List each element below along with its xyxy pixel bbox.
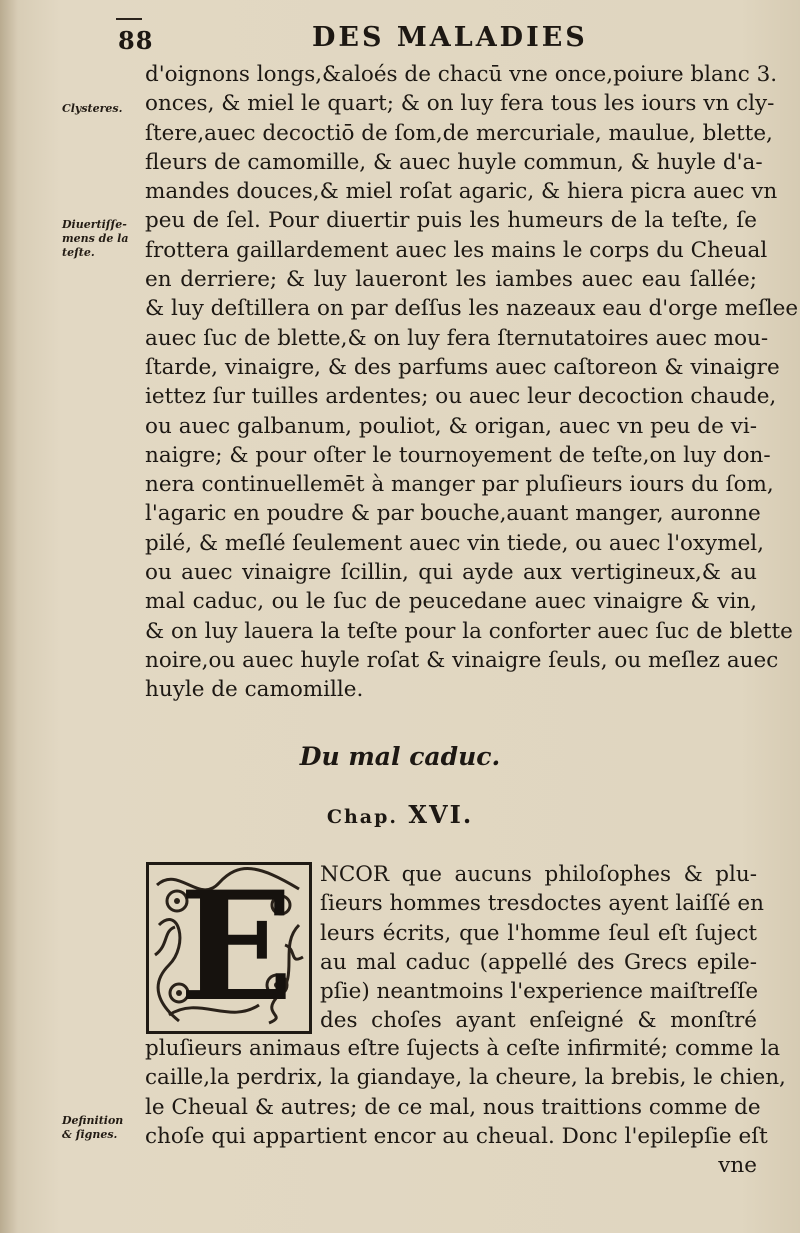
text-line: NCOR que aucuns philoſophes & plu- <box>320 862 757 887</box>
margin-note-line: Definition <box>62 1114 124 1127</box>
text-line: caille,la perdrix, la giandaye, la cheure, la brebis, le chien, <box>145 1065 786 1091</box>
text-line: ſtarde, vinaigre, & des parfums auec caſtoreon & vinaigre <box>145 354 780 380</box>
text-line: naigre; & pour oſter le tournoyement de teſte,on luy don- <box>145 442 771 468</box>
margin-note-line: teſte. <box>62 246 95 259</box>
text-line: iettez ſur tuilles ardentes; ou auec leur decoction chaude, <box>145 384 777 410</box>
text-line: choſe qui appartient encor au cheual. Donc l'epilepſie eſt <box>145 1123 768 1149</box>
text-line: peu de ſel. Pour diuertir puis les humeurs de la teſte, ſe <box>145 208 757 234</box>
text-line: ou auec galbanum, pouliot, & origan, auec vn peu de vi- <box>145 413 757 439</box>
text-line: onces, & miel le quart; & on luy fera tous les iours vn cly- <box>145 91 775 117</box>
text-line: huyle de camomille. <box>145 677 364 703</box>
text-line: ou auec vinaigre ſcillin, qui ayde aux vertigineux,& au <box>145 560 757 586</box>
text-line: mal caduc, ou le ſuc de peucedane auec vinaigre & vin, <box>145 589 757 615</box>
text-line: & luy deſtillera on par deſſus les nazeaux eau d'orge meſlee <box>145 296 799 322</box>
chapter-number <box>0 800 800 829</box>
body-text <box>145 60 799 705</box>
text-line: pluſieurs animaus eſtre ſujects à ceſte infirmité; comme la <box>145 1036 781 1061</box>
margin-note-definition <box>62 1114 123 1142</box>
chapter-numeral: XVI. <box>408 800 474 829</box>
text-line: noire,ou auec huyle roſat & vinaigre ſeuls, ou meſlez auec <box>145 647 779 673</box>
margin-note-line: Clysteres. <box>62 102 123 115</box>
text-line: ſieurs hommes tresdoctes ayent laiſſé en <box>320 891 764 917</box>
text-line: fleurs de camomille, & auec huyle commun, & huyle d'a- <box>145 149 763 175</box>
margin-note-line: mens de la <box>62 232 129 245</box>
text-line: pſie) neantmoins l'experience maiſtreſſe <box>320 979 759 1005</box>
chapter-label: Chap. <box>326 806 398 828</box>
text-line: leurs écrits, que l'homme ſeul eſt ſuject <box>320 920 757 946</box>
text-line: des choſes ayant enſeigné & monſtré <box>320 1008 757 1034</box>
text-line: l'agaric en poudre & par bouche,auant manger, auronne <box>145 501 761 527</box>
text-line: le Cheual & autres; de ce mal, nous traittions comme de <box>145 1094 761 1120</box>
text-line: auec ſuc de blette,& on luy fera ſternutatoires auec mou- <box>145 325 769 351</box>
chapter-title: Du mal caduc. <box>299 742 501 771</box>
running-head <box>0 18 800 58</box>
margin-note-clysteres <box>62 102 122 116</box>
text-line: ſtere,auec decoctiō de ſom,de mercuriale, maulue, blette, <box>145 120 773 146</box>
catchword: vne <box>718 1153 757 1179</box>
text-line: nera continuellemēt à manger par pluſieurs iours du ſom, <box>145 472 774 498</box>
page-number: 88 <box>118 26 154 55</box>
text-line: frottera gaillardement auec les mains le corps du Cheual <box>145 237 768 263</box>
folio-mark <box>116 18 142 20</box>
text-line: mandes douces,& miel roſat agaric, & hiera picra auec vn <box>145 179 778 205</box>
drop-cap <box>146 859 312 1035</box>
drop-cap-letter: E <box>179 859 294 1035</box>
text-line: en derriere; & luy laueront les iambes auec eau ſallée; <box>145 267 757 293</box>
text-line: & on luy lauera la teſte pour la conforter auec ſuc de blette <box>145 618 793 644</box>
text-line: d'oignons longs,&aloés de chacū vne once,poiure blanc 3. <box>145 62 778 87</box>
text-line: pilé, & meſlé ſeulement auec vin tiede, ou auec l'oxymel, <box>145 530 765 556</box>
margin-note-line: & ſignes. <box>62 1128 118 1141</box>
running-title: DES MALADIES <box>312 22 588 53</box>
text-line: au mal caduc (appellé des Grecs epile- <box>320 949 757 975</box>
chapter-opening-indented <box>320 860 764 1036</box>
chapter-body <box>145 1034 786 1180</box>
margin-note-divertissements <box>62 218 128 260</box>
margin-note-line: Diuertiſſe- <box>62 218 127 231</box>
